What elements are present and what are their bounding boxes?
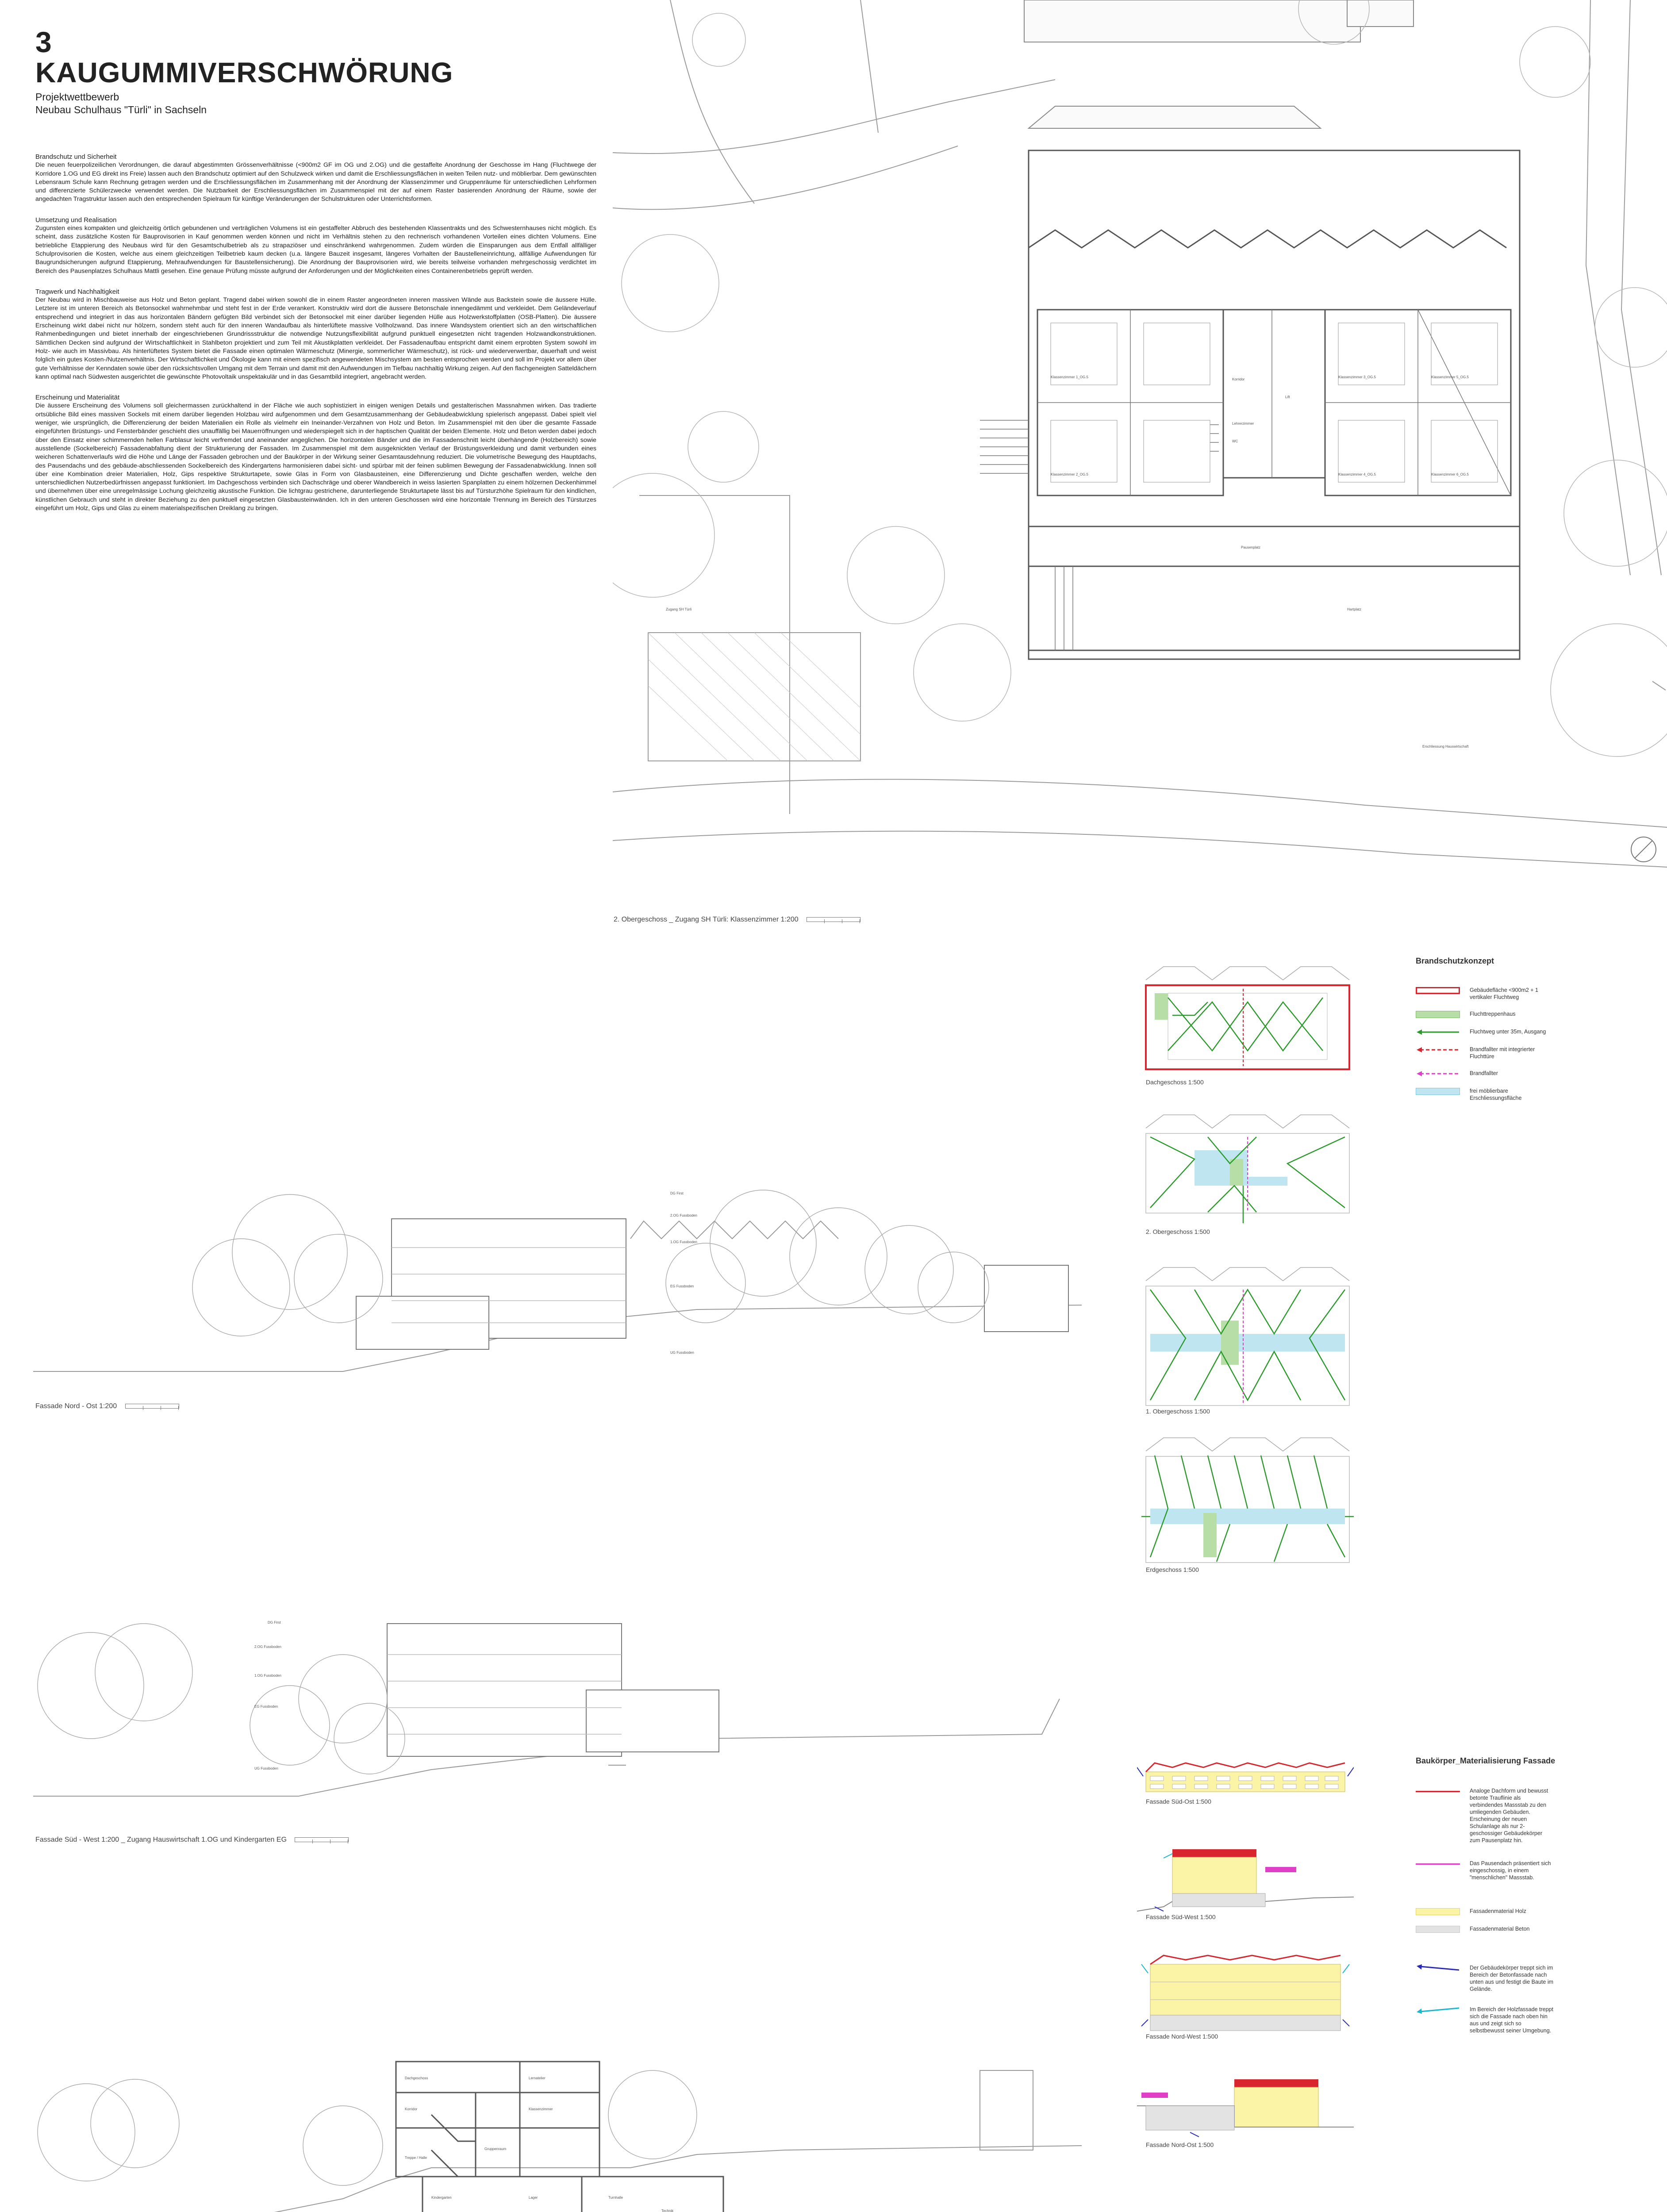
fire-plan-caption: 1. Obergeschoss 1:500 — [1146, 1408, 1210, 1415]
legend-label: Im Bereich der Holzfassade treppt sich die Fassade nach oben hin aus und zeigt sich so selbstbewusst seiner Umgebung. — [1470, 2006, 1553, 2034]
material-facade-caption: Fassade Nord-Ost 1:500 — [1146, 2141, 1214, 2148]
fire-plan-2og — [1141, 1110, 1354, 1225]
plan-label-classroom: Klassenzimmer 2_OG.5 — [1051, 472, 1088, 476]
legend-label: Analoge Dachform und bewusst betonte Trauflinie als verbindendes Massstab zu den umliegenden Gebäuden. Erscheinung der neuen Schulanlage als nur 2-geschossiger Gebäudekörper zum Pausenplatz hin. — [1470, 1788, 1548, 1843]
section-heading: Brandschutz und Sicherheit — [35, 153, 117, 161]
legend-item — [1416, 1860, 1554, 1881]
legend-swatch-fill — [1416, 1908, 1460, 1916]
legend-swatch-line — [1416, 1787, 1460, 1795]
facade-south-west-caption — [35, 1836, 349, 1844]
plan-label-room: Lift — [1285, 395, 1290, 399]
material-facade-north-west — [1137, 1947, 1354, 2035]
facade-north-east-caption-text: Fassade Nord - Ost 1:200 — [35, 1402, 117, 1410]
legend-item — [1416, 1046, 1554, 1060]
legend-item — [1416, 1028, 1554, 1036]
section-label: Kindergarten — [431, 2196, 452, 2200]
level-label: 2.OG Fussboden — [670, 1214, 697, 1217]
level-label: UG Fussboden — [670, 1351, 694, 1355]
legend-swatch-fill — [1416, 1925, 1460, 1933]
project-title: KAUGUMMIVERSCHWÖRUNG — [35, 57, 453, 88]
plan-label-outdoor: Pausenplatz — [1241, 545, 1261, 549]
materialisierung-legend — [1416, 1787, 1554, 2044]
level-label: UG Fussboden — [254, 1767, 278, 1770]
subtitle-competition: Projektwettbewerb — [35, 91, 119, 103]
level-label: 2.OG Fussboden — [254, 1645, 281, 1649]
section-label: Gruppenraum — [484, 2147, 507, 2151]
report-text — [35, 153, 596, 525]
section-label: Lernatelier — [529, 2076, 545, 2080]
site-plan-drawing — [613, 0, 1667, 907]
section-label: Treppe / Halle — [405, 2156, 427, 2160]
section-body: Zugunsten eines kompakten und gleichzeitig örtlich gebundenen und verträglichen Volumens ist ein gestaffelter Abbruch des bestehenden Klassentrakts und des Schwesternhauses nicht möglich. Es scheint, dass zusätzliche Kosten für Bauprovisorien in Kauf genommen werden können und nicht im Verhältnis stehen zu den rechnerisch vorhandenen Vorteilen eines dichten Volumens. Eine betriebliche Etappierung des Neubaus wird für den Gesamtschulbetrieb als zu strapaziöser und einschränkend wahrgenommen. Zudem würden die Einsparungen aus dem Entfall allfälliger Schulprovisorien die Kosten, welche aus einem gleichzeitigen Teilbetrieb kaum decken (u.a. längere Bauzeit insgesamt, längeres Vorhalten der Baustelleneinrichtung, allfällige Aufwendungen für Baugrundsicherungen aufgrund Etappierung, Mehraufwendungen für Baustellensicherung). Die Anordnung der Bauprovisorien wird, wie bereits teilweise vorhanden mehrgeschossig verdichtet im Bereich des Pausenplatzes Schulhaus Mattli gesehen. Eine genaue Prüfung müsste aufgrund der Anforderungen und der Möglichkeiten eines Containerenbetriebs geprüft werden. — [35, 225, 596, 275]
plan-label-classroom: Klassenzimmer 3_OG.5 — [1338, 375, 1376, 379]
level-label: EG Fussboden — [670, 1284, 694, 1288]
level-label: EG Fussboden — [254, 1705, 278, 1709]
material-facade-caption: Fassade Nord-West 1:500 — [1146, 2033, 1218, 2040]
legend-item — [1416, 1908, 1554, 1916]
plan-label-room: Lehrerzimmer — [1232, 422, 1254, 426]
section-label: Dachgeschoss — [405, 2076, 428, 2080]
section-heading: Erscheinung und Materialität — [35, 394, 120, 402]
facade-south-west-caption-text: Fassade Süd - West 1:200 _ Zugang Hauswirtschaft 1.OG und Kindergarten EG — [35, 1836, 287, 1843]
plan-label-classroom: Klassenzimmer 5_OG.5 — [1431, 375, 1469, 379]
scale-bar — [295, 1837, 349, 1842]
legend-item — [1416, 1010, 1554, 1018]
plan-label-room: Korridor — [1232, 377, 1245, 381]
project-subtitle — [35, 91, 207, 116]
legend-label: Der Gebäudekörper treppt sich im Bereich der Betonfassade nach unten aus und festigt die Baute im Gelände. — [1470, 1965, 1554, 1992]
material-facade-caption: Fassade Süd-West 1:500 — [1146, 1913, 1216, 1920]
materialisierung-title: Baukörper_Materialisierung Fassade — [1416, 1756, 1556, 1765]
section-bb-drawing — [33, 2044, 1082, 2212]
level-label: 1.OG Fussboden — [254, 1674, 281, 1678]
site-plan-caption-text: 2. Obergeschoss _ Zugang SH Türli: Klassenzimmer 1:200 — [614, 916, 799, 923]
legend-label: Fassadenmaterial Holz — [1470, 1908, 1526, 1914]
plan-label-classroom: Klassenzimmer 1_OG.5 — [1051, 375, 1088, 379]
scale-bar — [125, 1404, 179, 1409]
project-number: 3 — [35, 26, 52, 58]
legend-swatch-line — [1416, 1860, 1460, 1868]
material-facade-north-east — [1137, 2070, 1354, 2141]
section-label: Technik — [661, 2209, 674, 2212]
plan-label-classroom: Klassenzimmer 4_OG.5 — [1338, 472, 1376, 476]
legend-swatch-fill — [1416, 1087, 1460, 1095]
brandschutz-title: Brandschutzkonzept — [1416, 956, 1494, 965]
fire-plan-dachgeschoss — [1141, 962, 1354, 1073]
legend-label: Fluchtweg unter 35m, Ausgang — [1470, 1029, 1546, 1035]
section-label: Klassenzimmer — [529, 2107, 553, 2111]
plan-label-outdoor: Zugang SH Türli — [666, 607, 692, 611]
fire-plan-caption: 2. Obergeschoss 1:500 — [1146, 1228, 1210, 1235]
fire-plan-caption: Erdgeschoss 1:500 — [1146, 1566, 1199, 1573]
fire-plan-caption: Dachgeschoss 1:500 — [1146, 1079, 1204, 1086]
section-heading: Tragwerk und Nachhaltigkeit — [35, 288, 119, 296]
section-label: Korridor — [405, 2107, 418, 2111]
legend-item — [1416, 1787, 1554, 1844]
legend-swatch-outline — [1416, 987, 1460, 995]
section-body: Der Neubau wird in Mischbauweise aus Holz und Beton geplant. Tragend dabei wirken sowohl die in einem Raster angeordneten inneren massiven Wände aus Backstein sowie die äussere Hülle. Letztere ist im unteren Bereich als Betonsockel wahrnehmbar und steht fest in der Erde verankert. Konstruktiv wird dort die äussere Betonschale innengedämmt und verkleidet. Dem Geländeverlauf entsprechend und integriert in das aus horizontalen Bändern gefügten Bild verbindet sich der Betonsockel mit einer darüber liegenden Hülle aus Holzwerkstoffplatten (OSB-Platten). Die äussere Erscheinung wirkt dabei nicht nur hölzern, sondern steht auch für den inneren Wandaufbau als hinterlüftete massive Vollholzwand. Das innere Wandsystem orientiert sich an den wirtschaftlichen Rahmenbedingungen und bietet innerhalb der eingeschriebenen Grundrissstruktur die notwendige Nutzungsflexibilität aufgrund punktuell eingesetzten nicht tragenden Holzwandkonstruktionen. Sämtlichen Decken sind aufgrund der Wirtschaftlichkeit in Stahlbeton projektiert und zum Teil mit Akustikplatten verkleidet. Der Fassadenaufbau entspricht damit einem erprobten System sowohl im Holz- wie auch im Massivbau. Als hinterlüftetes System bietet die Fassade einen optimalen Wärmeschutz (Minergie, sommerlicher Wärmeschutz), ist rück- und wiederverwertbar, dauerhaft und weist folglich ein gutes Kosten-/Nutzenverhältnis. Der Wirtschaftlichkeit und Ökologie kann mit einem spezifisch angewendeten Mischsystem am besten entsprochen werden und soll im Projekt vor allem über gute Verhältnisse der Kenndaten sowie über den rücksichtsvollen Umgang mit dem Terrain und damit mit den Aufwendungen im Tiefbau nachhaltig Wirkung zeigen. Auf den flachgeneigten Satteldächern kann optimal nach Südwesten ausgerichtet die gewünschte Photovoltaik unspektakulär und in das Gesamtbild integriert, angebracht werden. — [35, 296, 596, 380]
fire-plan-eg — [1141, 1433, 1354, 1566]
material-facade-caption: Fassade Süd-Ost 1:500 — [1146, 1798, 1211, 1805]
legend-swatch-dash — [1416, 1070, 1460, 1078]
legend-item — [1416, 1925, 1554, 1933]
level-label: DG First — [268, 1621, 281, 1624]
section-body: Die neuen feuerpolizeilichen Verordnungen, die darauf abgestimmten Grössenverhältnisse (<900m2 GF im OG und 2.OG) und die gestaffelte Anordnung der Geschosse im Hang (Fluchtwege der Korridore 1.OG und EG direkt ins Freie) lassen auch den Brandschutz optimiert auf den Schulzweck wirken und damit die Erschliessungsflächen in weiten Teilen nutz- und möblierbar. Dem gewünschten Lebensraum Schule kann Rechnung getragen werden und die Erschliessungsflächen im Zusammenhang mit der Anordnung der Klassenzimmer und Gruppenräume für unterschiedlichen Lehrformen und differenzierte Schülerzwecke verwendet werden. Die Nutzbarkeit der Erschliessungsflächen im Zusammenspiel mit der auf einem Raster basierenden Anordnung der Räume, sowie der angedachten Tragstruktur lassen auch den entsprechenden Spielraum für künftige Veränderungen der Schulstrukturen oder Unterrichtsformen. — [35, 161, 596, 203]
fire-plan-1og — [1141, 1263, 1354, 1409]
facade-south-west-drawing — [33, 1610, 1082, 1818]
plan-label-classroom: Klassenzimmer 6_OG.5 — [1431, 472, 1469, 476]
legend-label: Brandfallter — [1470, 1070, 1498, 1076]
legend-label: Brandfallter mit integrierter Fluchttüre — [1470, 1046, 1535, 1060]
legend-label: frei möblierbare Erschliessungsfläche — [1470, 1088, 1522, 1101]
legend-label: Das Pausendach präsentiert sich eingeschossig, in einem "menschlichen" Massstab. — [1470, 1860, 1551, 1881]
legend-item — [1416, 1070, 1554, 1078]
legend-label: Fassadenmaterial Beton — [1470, 1926, 1530, 1932]
legend-label: Fluchttreppenhaus — [1470, 1011, 1516, 1017]
section-body: Die äussere Erscheinung des Volumens soll gleichermassen zurückhaltend in der Fläche wie auch sophistiziert in einigen wenigen Details und gestalterischen Massnahmen wirken. Das tradierte ortsübliche Bild eines massiven Sockels mit einem darüber liegenden Holzbau wird aufgenommen und dem Gesamtzusammenhang der Gebäudeabwicklung spielerisch angepasst. Dabei spielt viel weniger, wie ursprünglich, die Differenzierung der beiden Materialien ein Rolle als vielmehr ein Ineinander-Verzahnen von Holz und Beton. Im Zusammenspiel mit den über die gesamte Fassade eingeführten Brüstungs- und Fensterbänder geschieht dies unauffällig bei Mauerröffnungen und wiederspiegelt sich in der haptischen Qualität der beiden Elemente. Holz und Beton werden dabei jedoch über den Einsatz einer schimmernden hellen Farblasur leicht verfremdet und aneinander angeglichen. Die horizontalen Bänder und die im Fassadenschnitt leicht überhängende (Holzbereich) sowie ausstellende (Sockelbereich) Fassadenabfaltung dient der Strukturierung der Fassaden. Im Zusammenspiel mit dem ausgeknickten Verlauf der Brüstungsverkleidung und damit verbunden eines weicheren Schattenverlaufs wird die Höhe und Länge der Fassaden gebrochen und der Baukörper in der Wirkung seiner Gesamtausdehnung reduziert. Die volumetrische Bewegung des Hauptdachs, des Pausendachs und des gebäude-abschliessenden Sockelbereich des Kindergartens harmonisieren dabei sicht- und spürbar mit der feinen sublimen Bewegung der Fassadenabwicklung. Innen soll über eine Kombination dreier Materialien, Holz, Gips respektive Strukturtapete, sowie Glas in Form von Glasbausteinen, eine Differenzierung und Dichte geschaffen werden, welche den unterschiedlichen Nutzerbedürfnissen angepasst funktioniert. Im Dachgeschoss verbinden sich Dachschräge und oberer Wandbereich in weiss lasierten Spanplatten zu einem hölzernen Deckenhimmel und übernehmen über eine unregelmässige Lochung gleichzeitig akustische Funktion. Die lichtgrau gestrichene, darunterliegende Strukturtapete lässt bis auf Türsturzhöhe Spielraum für den kindlichen, künstlichen Gebrauch und steht in direkter Beziehung zu den punktuell eingesetzten Glasbausteinwänden. Ich in den unteren Geschossen wird eine horizontale Trennung im Bereich des Türsturzes eingeführt um Holz, Gips und Glas zu einem materialspezifischen Dreiklang zu bringen. — [35, 402, 596, 512]
plan-label-outdoor: Hartplatz — [1347, 607, 1362, 611]
north-arrow-icon — [1631, 837, 1656, 862]
legend-item — [1416, 1964, 1554, 1993]
legend-item — [1416, 987, 1554, 1001]
section-heading: Umsetzung und Realisation — [35, 216, 117, 224]
legend-label: Gebäudefläche <900m2 + 1 vertikaler Fluchtweg — [1470, 987, 1538, 1000]
legend-swatch-fill — [1416, 1010, 1460, 1018]
plan-label-outdoor: Erschliessung Hauswirtschaft — [1422, 745, 1469, 749]
section-label: Lager — [529, 2196, 538, 2200]
arrow-left-icon — [1416, 1028, 1460, 1036]
legend-item — [1416, 1087, 1554, 1102]
facade-north-east-caption — [35, 1402, 179, 1410]
material-facade-south-east — [1137, 1754, 1354, 1794]
level-label: 1.OG Fussboden — [670, 1240, 697, 1244]
level-label: DG First — [670, 1191, 684, 1195]
section-label: Turnhalle — [608, 2196, 623, 2200]
arrow-left-icon — [1416, 1964, 1460, 1972]
scale-bar — [807, 917, 860, 922]
site-plan-caption — [614, 916, 860, 924]
subtitle-project: Neubau Schulhaus "Türli" in Sachseln — [35, 104, 207, 115]
brandschutz-legend — [1416, 987, 1554, 1111]
facade-north-east-drawing — [33, 1177, 1082, 1385]
plan-label-room: WC — [1232, 439, 1238, 443]
legend-swatch-dash — [1416, 1046, 1460, 1054]
legend-item — [1416, 2006, 1554, 2034]
arrow-left-icon — [1416, 2006, 1460, 2014]
material-facade-south-west — [1137, 1840, 1354, 1916]
